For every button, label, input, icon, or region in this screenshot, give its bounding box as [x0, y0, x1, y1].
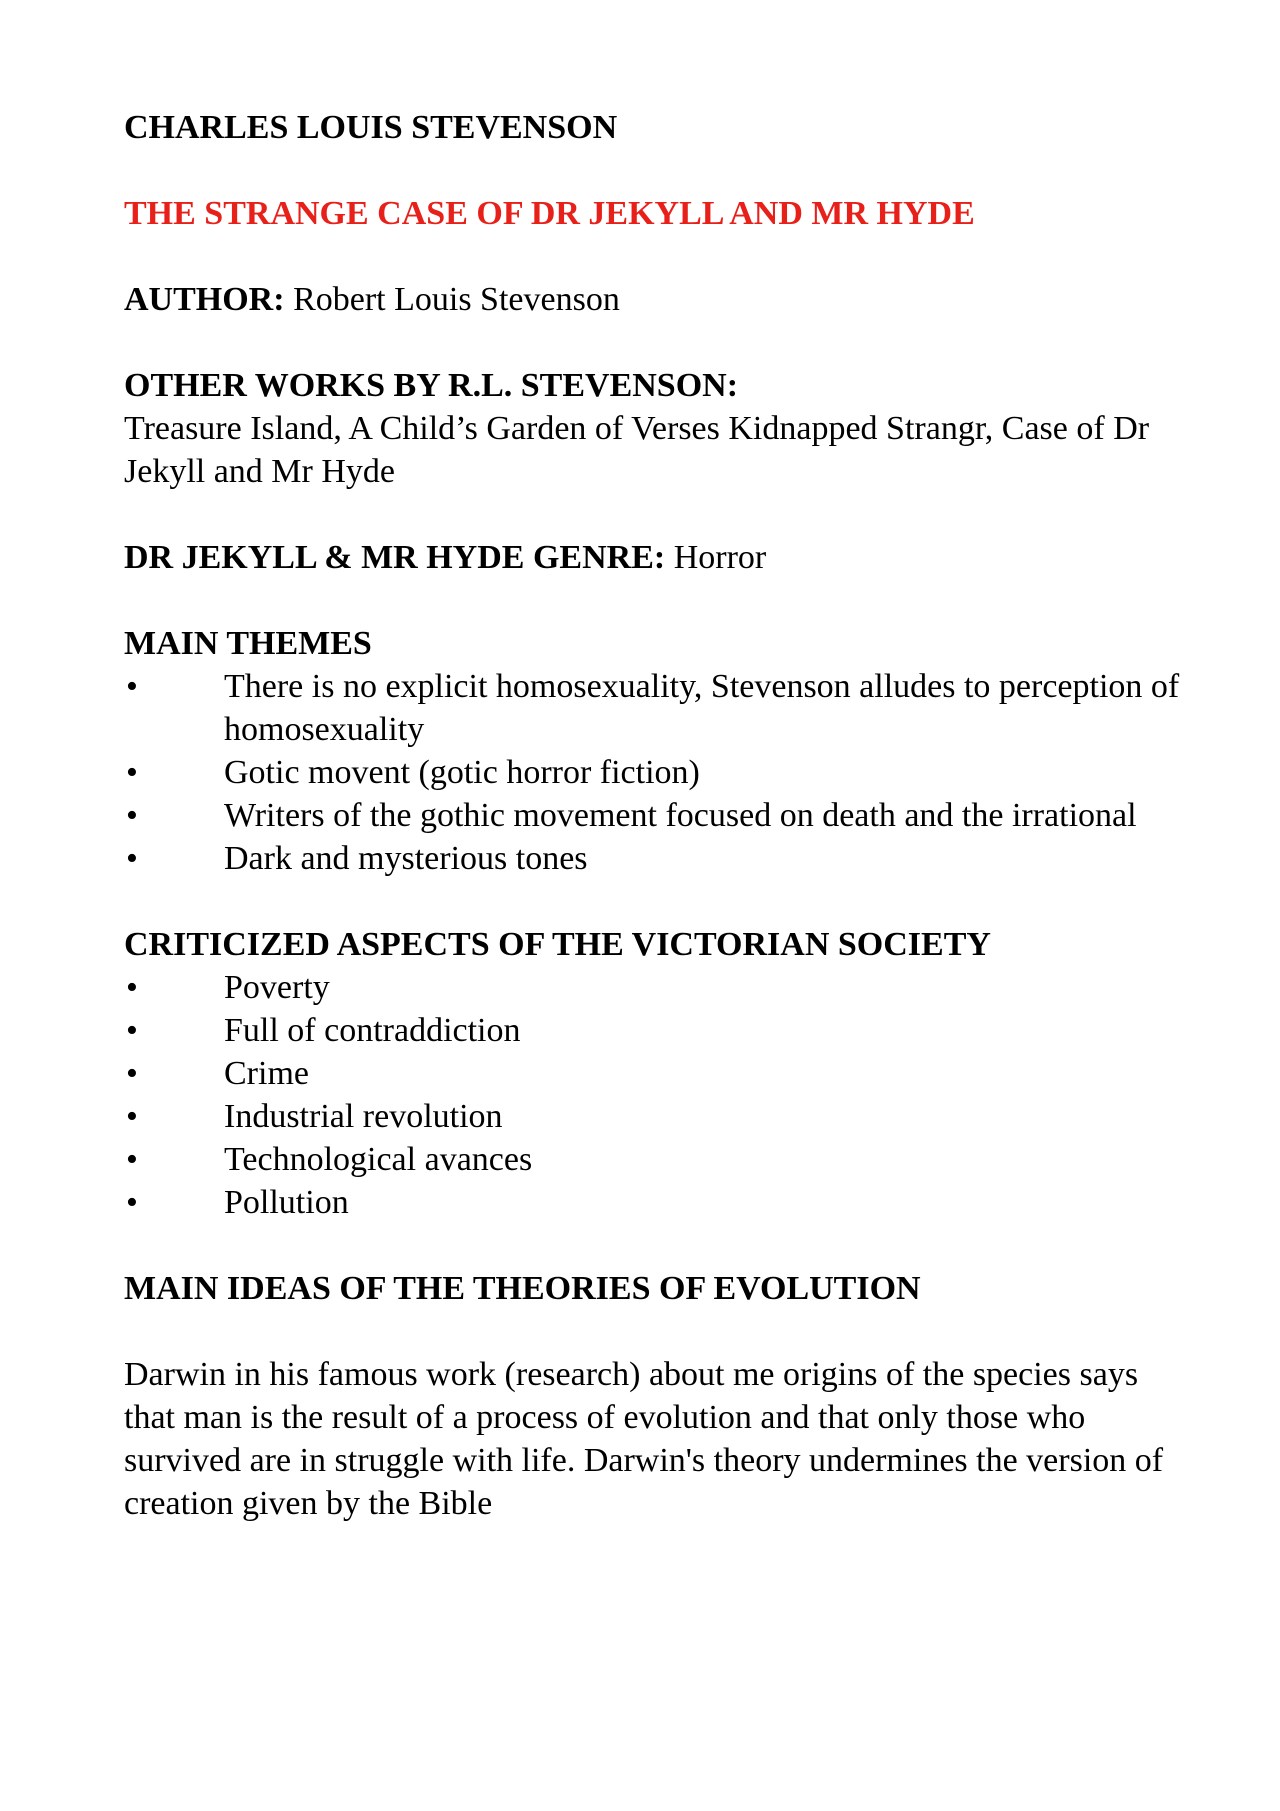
other-works-value: Treasure Island, A Child’s Garden of Verses Kidnapped Strangr, Case of Dr Jekyll and Mr Hyde [124, 410, 1150, 490]
bullet-icon: • [126, 797, 138, 834]
bullet-icon: • [126, 1141, 138, 1178]
list-item [124, 1052, 1184, 1095]
bullet-icon: • [126, 1012, 138, 1049]
list-item-text: There is no explicit homosexuality, Stevenson alludes to perception of homosexuality [224, 668, 1180, 748]
list-item [124, 837, 1184, 880]
list-item-text: Crime [224, 1055, 309, 1092]
list-item [124, 665, 1184, 751]
genre-line [124, 536, 1184, 579]
criticized-list [124, 966, 1184, 1224]
main-title: CHARLES LOUIS STEVENSON [124, 109, 618, 146]
list-item-text: Writers of the gothic movement focused on death and the irrational [224, 797, 1137, 834]
list-item-text: Pollution [224, 1184, 349, 1221]
list-item [124, 1181, 1184, 1224]
list-item-text: Gotic movent (gotic horror fiction) [224, 754, 700, 791]
bullet-icon: • [126, 1055, 138, 1092]
list-item [124, 1095, 1184, 1138]
list-item [124, 966, 1184, 1009]
author-value: Robert Louis Stevenson [293, 281, 620, 318]
author-line [124, 278, 1184, 321]
list-item-text: Full of contraddiction [224, 1012, 521, 1049]
book-title: THE STRANGE CASE OF DR JEKYLL AND MR HYDE [124, 195, 975, 232]
evolution-paragraph: Darwin in his famous work (research) about me origins of the species says that man is the result of a process of evolution and that only those who survived are in struggle with life. Darwin's theory undermines the version of creation given by the Bible [124, 1356, 1164, 1522]
main-themes-heading: MAIN THEMES [124, 625, 372, 662]
list-item-text: Dark and mysterious tones [224, 840, 588, 877]
other-works-label: OTHER WORKS BY R.L. STEVENSON: [124, 367, 739, 404]
list-item [124, 1138, 1184, 1181]
bullet-icon: • [126, 969, 138, 1006]
bullet-icon: • [126, 840, 138, 877]
genre-value: Horror [673, 539, 767, 576]
bullet-icon: • [126, 1184, 138, 1221]
evolution-heading: MAIN IDEAS OF THE THEORIES OF EVOLUTION [124, 1270, 921, 1307]
bullet-icon: • [126, 754, 138, 791]
author-label: AUTHOR: [124, 281, 285, 318]
list-item-text: Poverty [224, 969, 330, 1006]
list-item [124, 751, 1184, 794]
list-item-text: Industrial revolution [224, 1098, 503, 1135]
list-item [124, 794, 1184, 837]
bullet-icon: • [126, 1098, 138, 1135]
genre-label: DR JEKYLL & MR HYDE GENRE: [124, 539, 666, 576]
document-page [124, 106, 1184, 1525]
list-item-text: Technological avances [224, 1141, 533, 1178]
criticized-heading: CRITICIZED ASPECTS OF THE VICTORIAN SOCIETY [124, 926, 991, 963]
list-item [124, 1009, 1184, 1052]
main-themes-list [124, 665, 1184, 880]
bullet-icon: • [126, 668, 138, 705]
